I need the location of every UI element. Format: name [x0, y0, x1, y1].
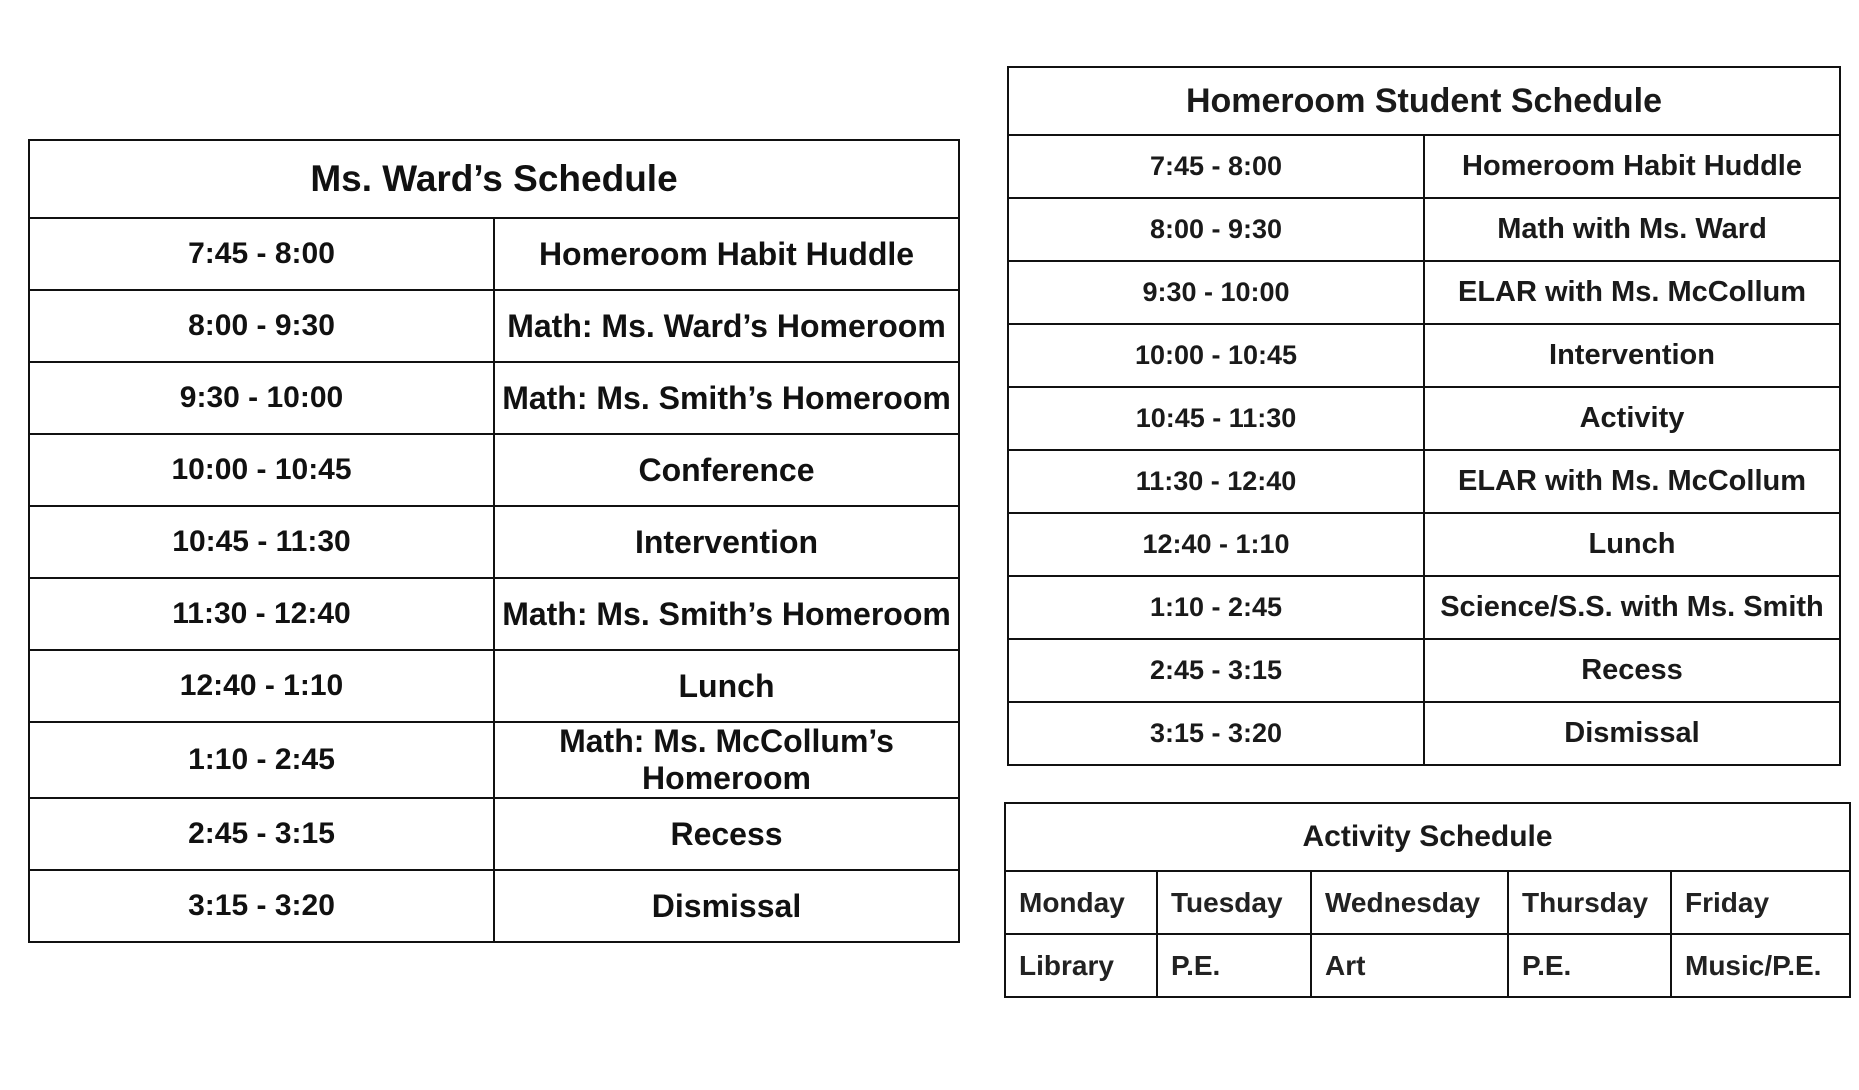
ward-activity-cell: Math: Ms. Smith’s Homeroom [494, 578, 959, 650]
homeroom-activity-cell: Dismissal [1424, 702, 1840, 765]
ward-time-cell: 11:30 - 12:40 [29, 578, 494, 650]
activity-schedule-title: Activity Schedule [1005, 803, 1850, 871]
ward-activity-cell: Recess [494, 798, 959, 870]
ward-schedule-row [29, 578, 959, 650]
ward-time-cell: 1:10 - 2:45 [29, 722, 494, 798]
activity-cell-monday: Library [1005, 934, 1157, 997]
ward-schedule-row [29, 506, 959, 578]
ward-time-cell: 3:15 - 3:20 [29, 870, 494, 942]
activity-cell-wednesday: Art [1311, 934, 1508, 997]
ward-time-cell: 10:00 - 10:45 [29, 434, 494, 506]
homeroom-activity-cell: Math with Ms. Ward [1424, 198, 1840, 261]
ward-activity-cell: Math: Ms. Smith’s Homeroom [494, 362, 959, 434]
homeroom-schedule-row [1008, 513, 1840, 576]
activity-schedule-table [1004, 802, 1851, 998]
activity-values-row [1005, 934, 1850, 997]
ward-activity-cell: Homeroom Habit Huddle [494, 218, 959, 290]
ward-time-cell: 8:00 - 9:30 [29, 290, 494, 362]
ward-activity-cell: Lunch [494, 650, 959, 722]
homeroom-activity-cell: Lunch [1424, 513, 1840, 576]
homeroom-time-cell: 10:00 - 10:45 [1008, 324, 1424, 387]
ward-schedule-row [29, 870, 959, 942]
ward-time-cell: 7:45 - 8:00 [29, 218, 494, 290]
day-cell-monday: Monday [1005, 871, 1157, 934]
activity-cell-tuesday: P.E. [1157, 934, 1311, 997]
day-cell-friday: Friday [1671, 871, 1850, 934]
homeroom-schedule-row [1008, 576, 1840, 639]
homeroom-schedule-title: Homeroom Student Schedule [1008, 67, 1840, 135]
homeroom-activity-cell: Intervention [1424, 324, 1840, 387]
ward-schedule-row [29, 650, 959, 722]
homeroom-time-cell: 3:15 - 3:20 [1008, 702, 1424, 765]
homeroom-activity-cell: ELAR with Ms. McCollum [1424, 450, 1840, 513]
homeroom-schedule-table [1007, 66, 1841, 766]
homeroom-time-cell: 11:30 - 12:40 [1008, 450, 1424, 513]
ward-time-cell: 12:40 - 1:10 [29, 650, 494, 722]
homeroom-schedule-row [1008, 450, 1840, 513]
homeroom-activity-cell: Homeroom Habit Huddle [1424, 135, 1840, 198]
homeroom-schedule-row [1008, 702, 1840, 765]
day-cell-thursday: Thursday [1508, 871, 1671, 934]
ward-activity-cell: Conference [494, 434, 959, 506]
homeroom-time-cell: 2:45 - 3:15 [1008, 639, 1424, 702]
day-cell-wednesday: Wednesday [1311, 871, 1508, 934]
homeroom-schedule-row [1008, 135, 1840, 198]
ward-schedule-row [29, 722, 959, 798]
ward-schedule-row [29, 362, 959, 434]
homeroom-activity-cell: Activity [1424, 387, 1840, 450]
homeroom-time-cell: 7:45 - 8:00 [1008, 135, 1424, 198]
homeroom-time-cell: 10:45 - 11:30 [1008, 387, 1424, 450]
activity-cell-thursday: P.E. [1508, 934, 1671, 997]
ward-schedule-table [28, 139, 960, 943]
homeroom-time-cell: 9:30 - 10:00 [1008, 261, 1424, 324]
homeroom-time-cell: 1:10 - 2:45 [1008, 576, 1424, 639]
homeroom-time-cell: 8:00 - 9:30 [1008, 198, 1424, 261]
ward-schedule-row [29, 290, 959, 362]
ward-activity-cell: Dismissal [494, 870, 959, 942]
homeroom-schedule-row [1008, 198, 1840, 261]
homeroom-schedule-row [1008, 324, 1840, 387]
day-cell-tuesday: Tuesday [1157, 871, 1311, 934]
ward-time-cell: 10:45 - 11:30 [29, 506, 494, 578]
homeroom-schedule-row [1008, 261, 1840, 324]
activity-cell-friday: Music/P.E. [1671, 934, 1850, 997]
homeroom-schedule-row [1008, 639, 1840, 702]
ward-schedule-title: Ms. Ward’s Schedule [29, 140, 959, 218]
ward-time-cell: 9:30 - 10:00 [29, 362, 494, 434]
ward-activity-cell: Math: Ms. Ward’s Homeroom [494, 290, 959, 362]
homeroom-activity-cell: Recess [1424, 639, 1840, 702]
homeroom-time-cell: 12:40 - 1:10 [1008, 513, 1424, 576]
ward-activity-cell: Intervention [494, 506, 959, 578]
ward-schedule-row [29, 798, 959, 870]
ward-activity-cell: Math: Ms. McCollum’s Homeroom [494, 722, 959, 798]
ward-schedule-row [29, 218, 959, 290]
homeroom-activity-cell: ELAR with Ms. McCollum [1424, 261, 1840, 324]
activity-days-row [1005, 871, 1850, 934]
ward-time-cell: 2:45 - 3:15 [29, 798, 494, 870]
homeroom-schedule-row [1008, 387, 1840, 450]
homeroom-activity-cell: Science/S.S. with Ms. Smith [1424, 576, 1840, 639]
ward-schedule-row [29, 434, 959, 506]
